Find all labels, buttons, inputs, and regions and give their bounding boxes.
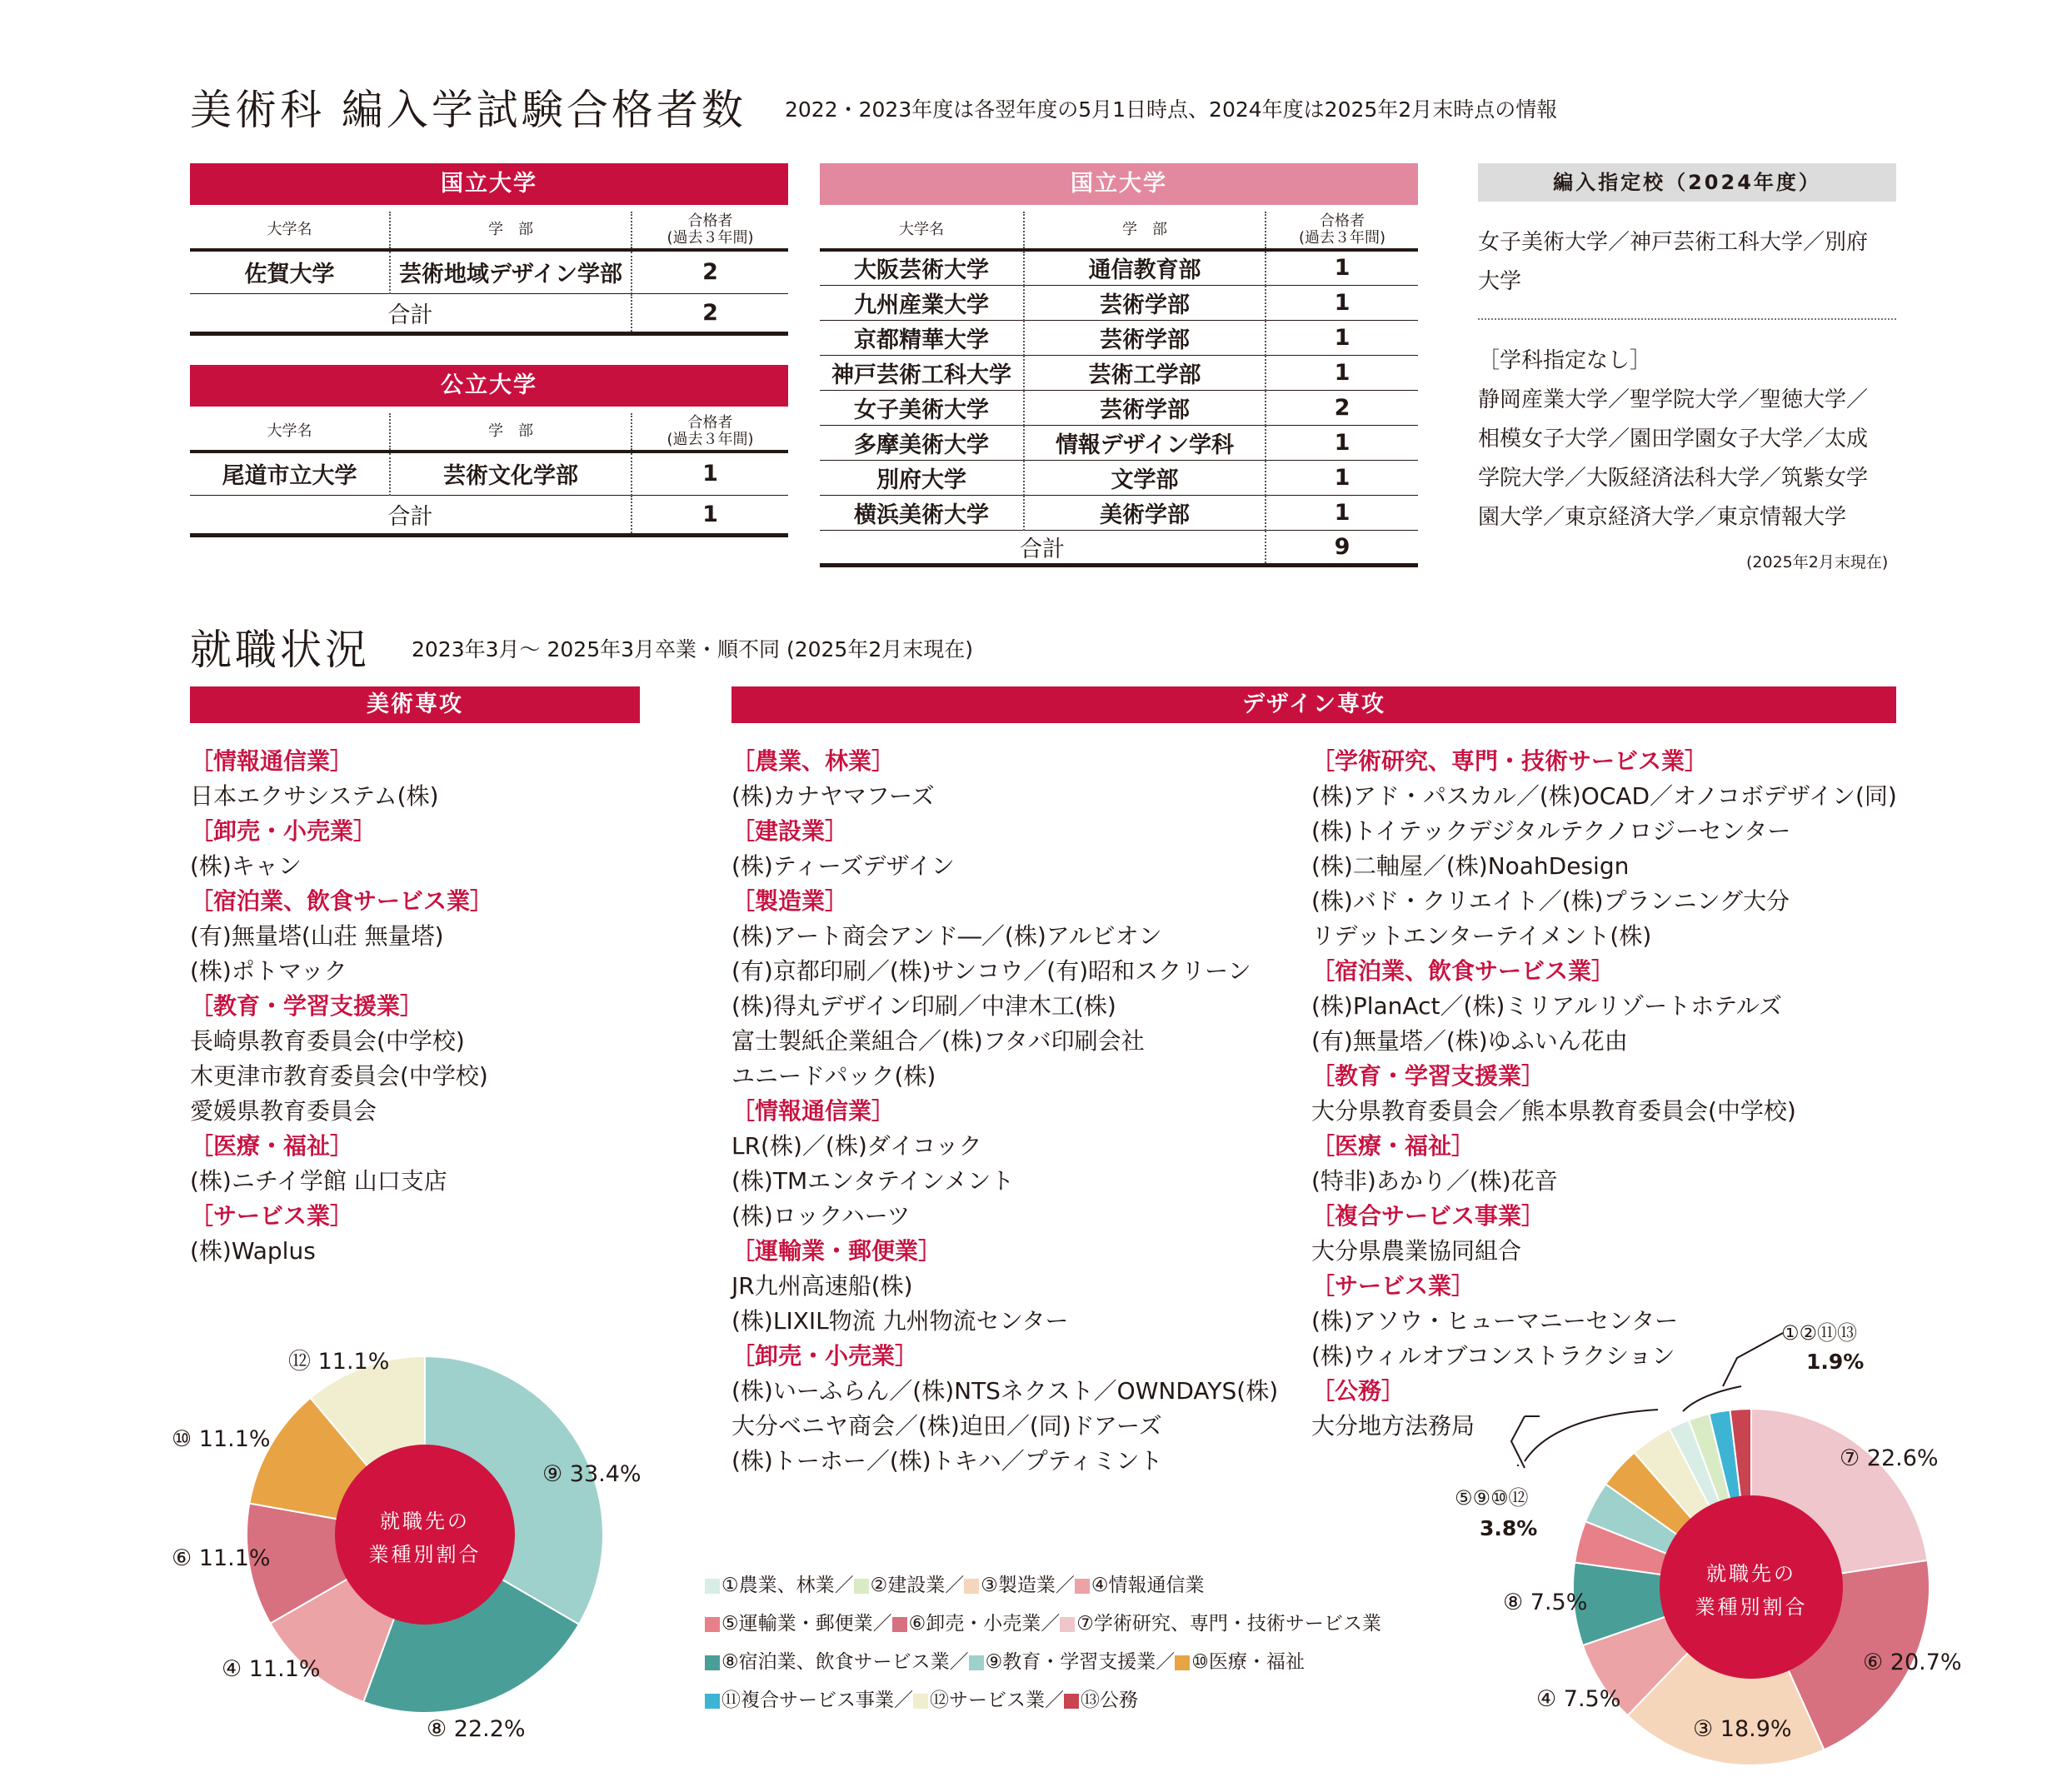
designated-bar: 編入指定校（2024年度） <box>1478 163 1896 202</box>
table-row: 京都精華大学 芸術学部 1 <box>820 320 1418 355</box>
col-univ: 大学名 <box>899 221 944 238</box>
employer-name: (株)アソウ・ヒューマニーセンター <box>1311 1307 1679 1335</box>
table-row: 九州産業大学 芸術学部 1 <box>820 285 1418 320</box>
legend-row <box>705 1566 1381 1605</box>
legend-swatch <box>1060 1617 1075 1632</box>
design-major-bar: デザイン専攻 <box>731 686 1896 723</box>
employer-name: (株)Waplus <box>190 1237 316 1265</box>
col-dept: 学 部 <box>390 212 632 250</box>
industry-category: ［農業、林業］ <box>731 747 896 775</box>
legend-swatch <box>705 1694 720 1709</box>
pie2-label-8: ⑧ 7.5% <box>1503 1590 1588 1615</box>
pie-center-label: 就職先の <box>1706 1562 1796 1585</box>
legend-swatch <box>705 1579 720 1594</box>
employer-name: 愛媛県教育委員会 <box>190 1097 377 1125</box>
employer-name: (株)キャン <box>190 852 302 880</box>
employer-name: (株)TMエンタテインメント <box>731 1167 1015 1195</box>
legend-swatch <box>913 1694 928 1709</box>
pie2-label-4: ④ 7.5% <box>1536 1686 1621 1712</box>
table-row: 横浜美術大学 美術学部 1 <box>820 495 1418 530</box>
employer-name: (有)無量塔／(株)ゆふいん花由 <box>1311 1027 1628 1055</box>
legend-item: ②建設業／ <box>854 1575 965 1596</box>
industry-category: ［医療・福祉］ <box>1311 1132 1475 1160</box>
table-row: 佐賀大学 芸術地域デザイン学部 2 <box>190 250 788 293</box>
table-row: 別府大学 文学部 1 <box>820 460 1418 495</box>
legend-item: ⑩医療・福祉 <box>1175 1651 1305 1673</box>
page-note: 2022・2023年度は各翌年度の5月1日時点、2024年度は2025年2月末時点の情報 <box>785 97 1558 122</box>
art-major-bar: 美術専攻 <box>190 686 640 723</box>
employer-name: (特非)あかり／(株)花音 <box>1311 1167 1558 1195</box>
col-passed: 合格者 (過去３年間) <box>632 413 788 452</box>
industry-category: ［宿泊業、飲食サービス業］ <box>190 887 494 915</box>
table-row: 神戸芸術工科大学 芸術工学部 1 <box>820 355 1418 390</box>
pie2-group-a-value: 3.8% <box>1480 1516 1538 1540</box>
chart-legend <box>705 1566 1381 1720</box>
industry-category: ［卸売・小売業］ <box>190 817 377 845</box>
legend-swatch <box>964 1579 979 1594</box>
legend-item: ⑦学術研究、専門・技術サービス業 <box>1060 1613 1381 1635</box>
legend-swatch <box>1175 1655 1190 1670</box>
industry-category: ［サービス業］ <box>190 1202 354 1230</box>
industry-category: ［医療・福祉］ <box>190 1132 354 1160</box>
pie1-label-9: ⑨ 33.4% <box>542 1461 642 1487</box>
legend-row <box>705 1643 1381 1681</box>
col-univ: 大学名 <box>267 422 312 440</box>
pie2-label-6: ⑥ 20.7% <box>1863 1650 1962 1675</box>
col-passed: 合格者 (過去３年間) <box>632 212 788 250</box>
legend-swatch <box>854 1579 869 1594</box>
employer-name: (有)無量塔(山荘 無量塔) <box>190 922 444 950</box>
employer-name: (株)LIXIL物流 九州物流センター <box>731 1307 1069 1335</box>
employer-name: JR九州高速船(株) <box>731 1272 913 1300</box>
employer-name: リデットエンターテイメント(株) <box>1311 922 1652 950</box>
legend-row <box>705 1681 1381 1720</box>
bracket-line <box>1511 1416 1525 1468</box>
legend-swatch <box>1064 1694 1079 1709</box>
leader-line <box>1723 1333 1783 1386</box>
legend-item: ③製造業／ <box>964 1575 1075 1596</box>
industry-category: ［教育・学習支援業］ <box>1311 1062 1545 1090</box>
employer-name: 大分ベニヤ商会／(株)迫田／(同)ドアーズ <box>731 1412 1162 1440</box>
col-dept: 学 部 <box>390 413 632 452</box>
industry-category: ［情報通信業］ <box>731 1097 896 1125</box>
pie2-label-7: ⑦ 22.6% <box>1840 1445 1939 1471</box>
national-right-bar: 国立大学 <box>820 163 1418 205</box>
employer-name: 大分地方法務局 <box>1311 1412 1475 1440</box>
employer-name: (株)二軸屋／(株)NoahDesign <box>1311 852 1630 880</box>
legend-swatch <box>705 1617 720 1632</box>
pie2-group-a: ⑤⑨⑩⑫ <box>1455 1486 1529 1510</box>
industry-category: ［情報通信業］ <box>190 747 354 775</box>
no-dept-schools: ［学科指定なし］ 静岡産業大学／聖学院大学／聖徳大学／ 相模女子大学／園田学園女子大学／太成 学院大学／大阪経済法科大学／筑紫女学 園大学／東京経済大学／東京情報大学 <box>1478 348 1869 530</box>
pie-center-label: 就職先の <box>380 1510 470 1533</box>
employer-name: 大分県農業協同組合 <box>1311 1237 1522 1265</box>
pie2-group-b-value: 1.9% <box>1806 1350 1865 1374</box>
total-row: 合計 1 <box>190 495 788 535</box>
legend-item: ①農業、林業／ <box>705 1575 854 1596</box>
employer-name: (株)アド・パスカル／(株)OCAD／オノコボデザイン(同) <box>1311 782 1897 810</box>
industry-category: ［複合サービス事業］ <box>1311 1202 1545 1230</box>
legend-item: ⑧宿泊業、飲食サービス業／ <box>705 1651 969 1673</box>
industry-category: ［製造業］ <box>731 887 849 915</box>
legend-item: ⑫サービス業／ <box>913 1690 1064 1711</box>
employer-name: 日本エクサシステム(株) <box>190 782 439 810</box>
pie1-label-8: ⑧ 22.2% <box>427 1716 526 1742</box>
pie1-label-12: ⑫ 11.1% <box>288 1349 390 1375</box>
employer-name: (株)カナヤマフーズ <box>731 782 935 810</box>
as-of-note: (2025年2月末現在) <box>1746 553 1889 572</box>
designated-schools: 女子美術大学／神戸芸術工科大学／別府 大学 <box>1478 230 1869 294</box>
employer-name: ユニードパック(株) <box>731 1062 936 1090</box>
employer-name: (株)ロックハーツ <box>731 1202 911 1230</box>
employer-name: 木更津市教育委員会(中学校) <box>190 1062 488 1090</box>
bracket-arc <box>1683 1386 1741 1411</box>
employer-name: (株)トーホー／(株)トキハ／プティミント <box>731 1447 1163 1475</box>
industry-category: ［卸売・小売業］ <box>731 1342 919 1370</box>
employment-title: 就職状況 <box>190 626 370 674</box>
col-passed: 合格者 (過去３年間) <box>1266 212 1418 250</box>
legend-item: ⑬公務 <box>1064 1690 1138 1711</box>
employer-name: (株)PlanAct／(株)ミリアルリゾートホテルズ <box>1311 992 1782 1020</box>
industry-category: ［学術研究、専門・技術サービス業］ <box>1311 747 1709 775</box>
legend-swatch <box>892 1617 907 1632</box>
employer-name: (株)いーふらん／(株)NTSネクスト／OWNDAYS(株) <box>731 1377 1279 1405</box>
pie-center-label: 業種別割合 <box>368 1543 482 1566</box>
employer-name: 富士製紙企業組合／(株)フタバ印刷会社 <box>731 1027 1145 1055</box>
industry-category: ［教育・学習支援業］ <box>190 992 424 1020</box>
employer-name: (株)アート商会アンド―／(株)アルビオン <box>731 922 1162 950</box>
total-row: 合計 2 <box>190 293 788 333</box>
industry-category: ［公務］ <box>1311 1377 1405 1405</box>
pie1-label-6: ⑥ 11.1% <box>172 1545 271 1571</box>
table-row: 多摩美術大学 情報デザイン学科 1 <box>820 425 1418 460</box>
legend-item: ⑤運輸業・郵便業／ <box>705 1613 892 1635</box>
total-row: 合計 9 <box>820 530 1418 565</box>
table-row: 尾道市立大学 芸術文化学部 1 <box>190 452 788 495</box>
industry-category: ［サービス業］ <box>1311 1272 1475 1300</box>
legend-item: ④情報通信業 <box>1075 1575 1205 1596</box>
legend-row <box>705 1605 1381 1643</box>
legend-swatch <box>969 1655 984 1670</box>
employer-name: (株)ウィルオブコンストラクション <box>1311 1342 1675 1370</box>
pie2-label-3: ③ 18.9% <box>1693 1716 1792 1742</box>
pie-center <box>335 1445 515 1625</box>
employer-name: (株)ポトマック <box>190 957 347 985</box>
employer-name: (株)ニチイ学館 山口支店 <box>190 1167 447 1195</box>
employer-name: (株)得丸デザイン印刷／中津木工(株) <box>731 992 1116 1020</box>
pie-center <box>1660 1495 1843 1679</box>
legend-item: ⑪複合サービス事業／ <box>705 1690 913 1711</box>
col-dept: 学 部 <box>1024 212 1266 250</box>
legend-swatch <box>705 1655 720 1670</box>
page-title: 美術科 編入学試験合格者数 <box>190 86 746 134</box>
employer-name: 長崎県教育委員会(中学校) <box>190 1027 465 1055</box>
pie1-label-4: ④ 11.1% <box>222 1656 321 1682</box>
industry-category: ［建設業］ <box>731 817 849 845</box>
employer-name: (株)バド・クリエイト／(株)プランニング大分 <box>1311 887 1790 915</box>
employment-note: 2023年3月〜 2025年3月卒業・順不同 (2025年2月末現在) <box>412 637 973 661</box>
table-row: 大阪芸術大学 通信教育部 1 <box>820 250 1418 285</box>
employer-name: (株)ティーズデザイン <box>731 852 955 880</box>
legend-item: ⑨教育・学習支援業／ <box>969 1651 1176 1673</box>
legend-item: ⑥卸売・小売業／ <box>892 1613 1061 1635</box>
industry-category: ［宿泊業、飲食サービス業］ <box>1311 957 1615 985</box>
employer-name: (株)トイテックデジタルテクノロジーセンター <box>1311 817 1791 845</box>
pie-center-label: 業種別割合 <box>1695 1595 1808 1619</box>
table-row: 女子美術大学 芸術学部 2 <box>820 390 1418 425</box>
employer-name: LR(株)／(株)ダイコック <box>731 1132 982 1160</box>
employer-name: 大分県教育委員会／熊本県教育委員会(中学校) <box>1311 1097 1796 1125</box>
legend-swatch <box>1075 1579 1090 1594</box>
industry-category: ［運輸業・郵便業］ <box>731 1237 942 1265</box>
public-bar: 公立大学 <box>190 365 788 407</box>
pie2-group-b: ①②⑪⑬ <box>1781 1321 1858 1345</box>
pie1-label-10: ⑩ 11.1% <box>172 1426 271 1452</box>
col-univ: 大学名 <box>267 221 312 238</box>
employer-name: (有)京都印刷／(株)サンコウ／(有)昭和スクリーン <box>731 957 1251 985</box>
national-left-bar: 国立大学 <box>190 163 788 205</box>
